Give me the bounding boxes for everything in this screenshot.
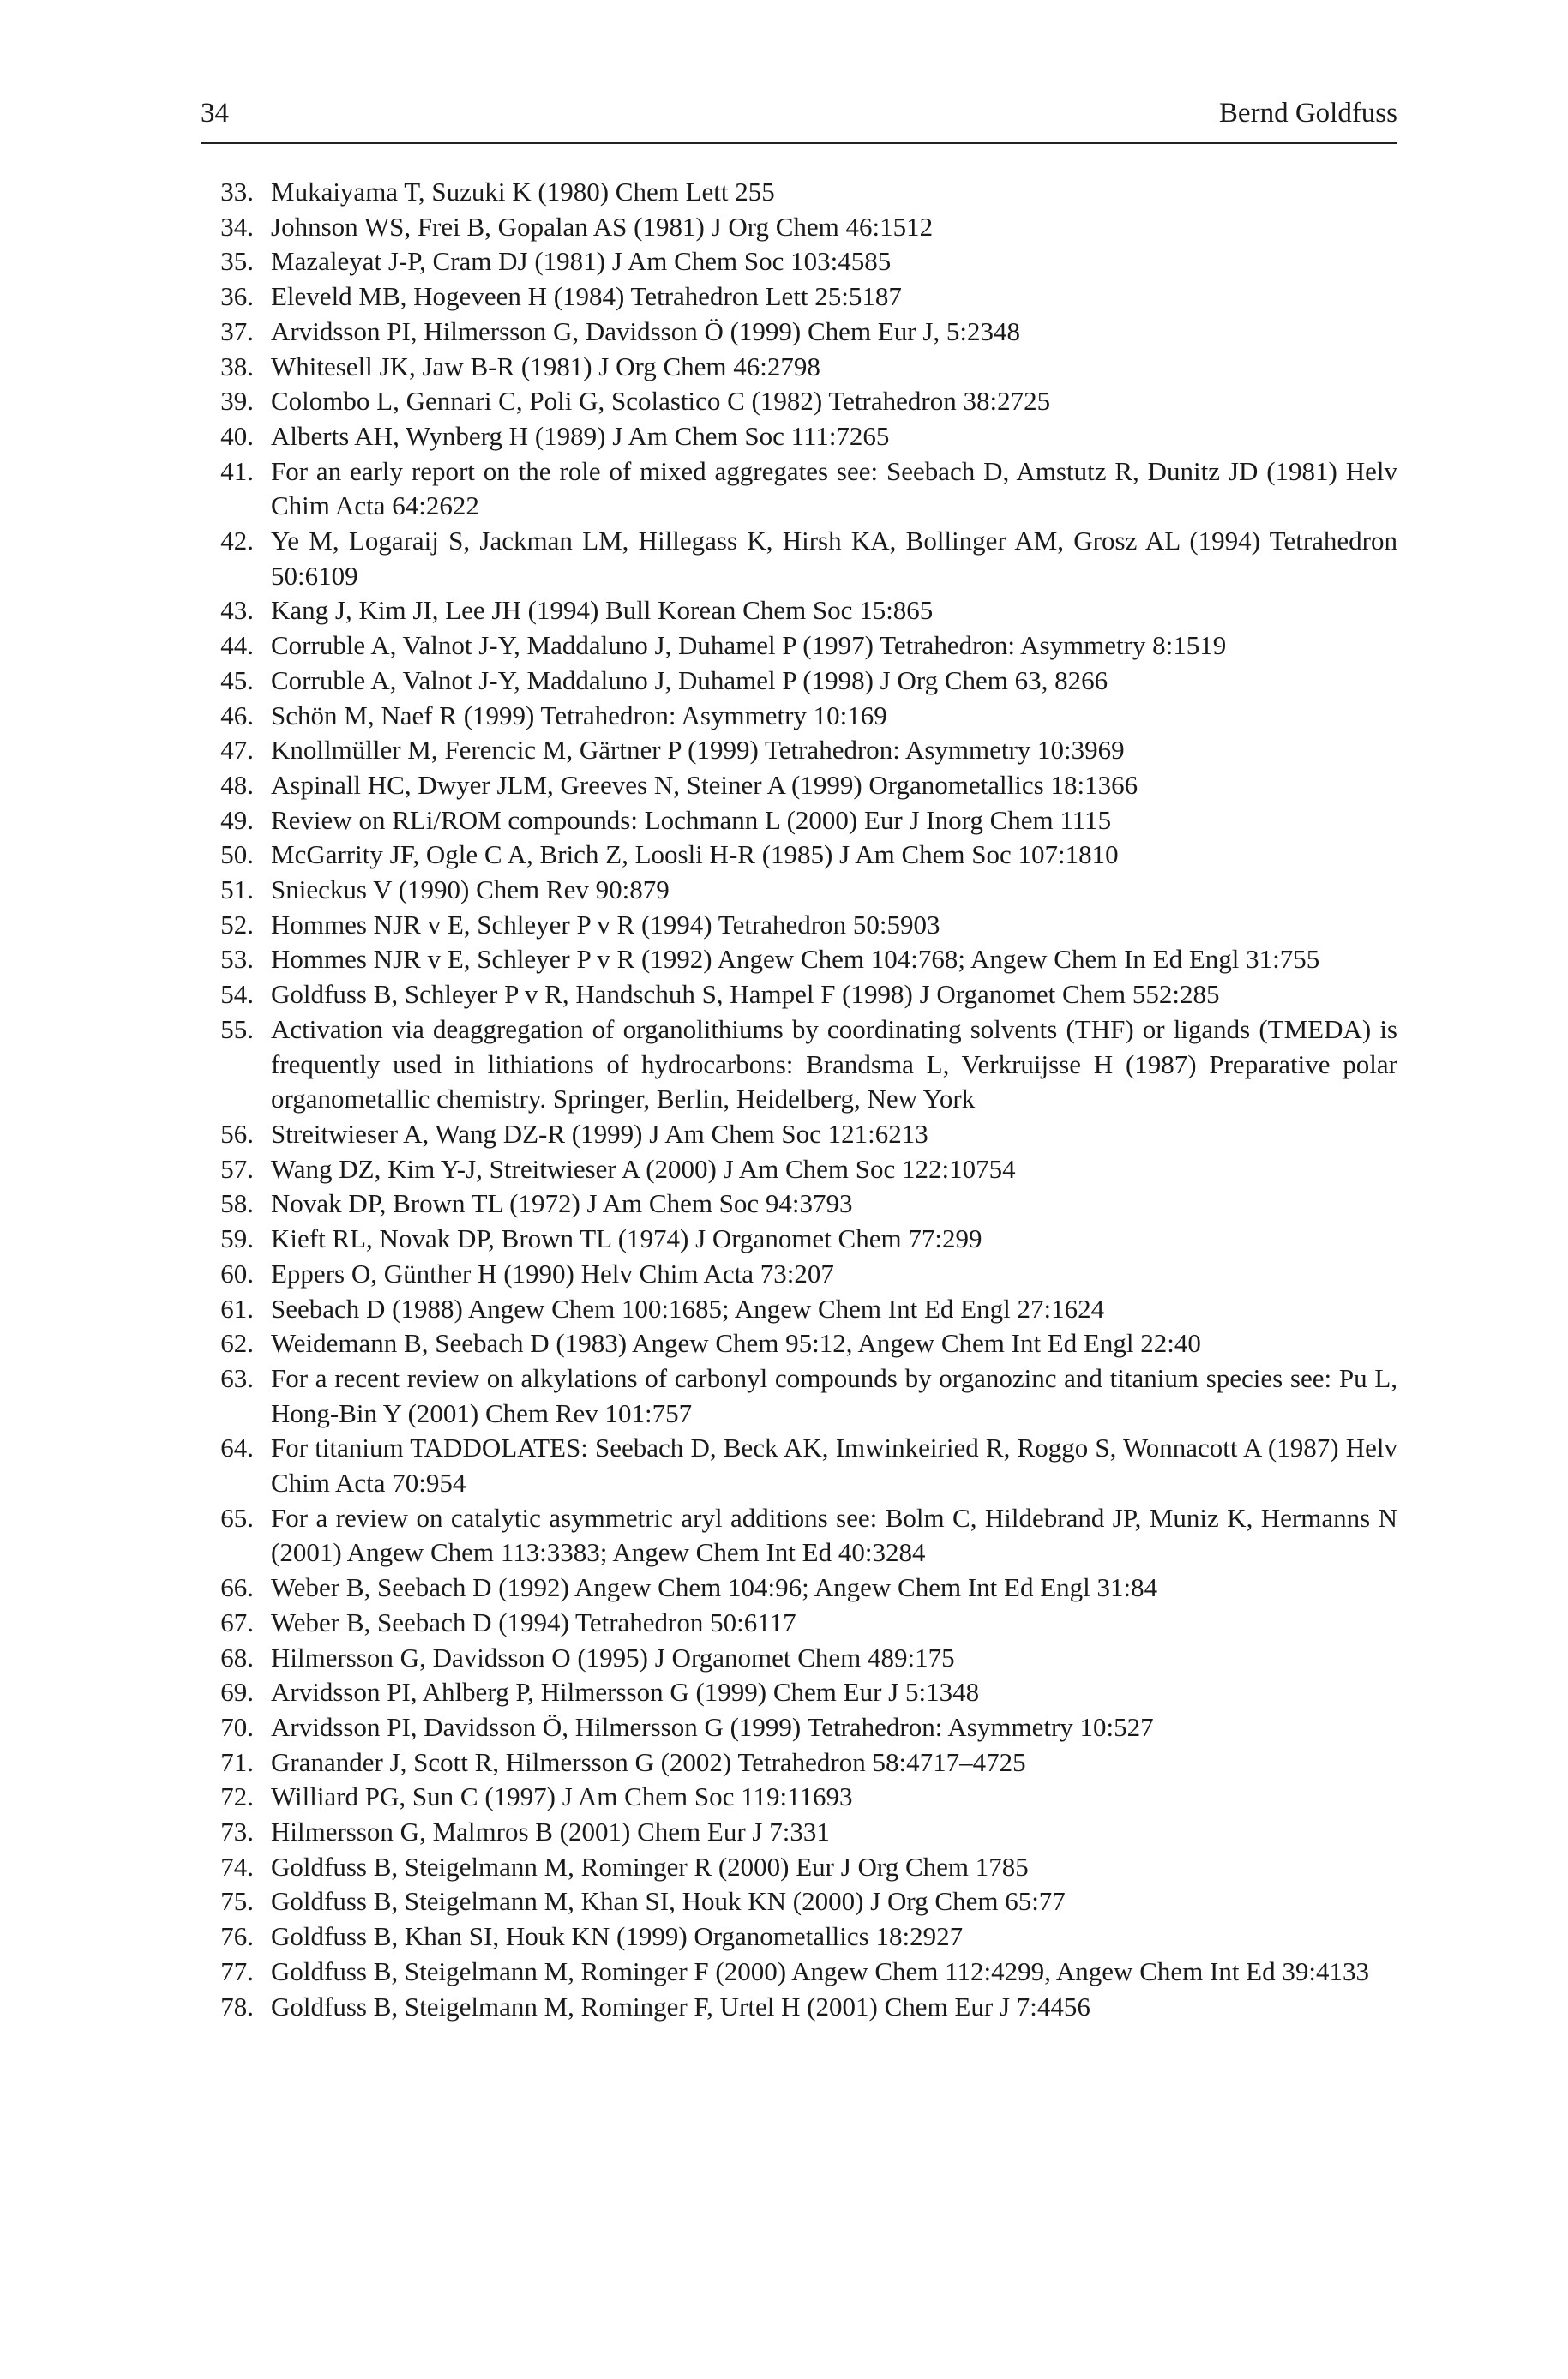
reference-number: 67. <box>220 1607 254 1637</box>
reference-number: 71. <box>220 1746 254 1777</box>
reference-text: Weber B, Seebach D (1992) Angew Chem 104:96; Angew Chem Int Ed Engl 31:84 <box>271 1572 1158 1603</box>
reference-number: 65. <box>220 1502 254 1533</box>
reference-number: 69. <box>220 1677 254 1708</box>
reference-entry <box>201 699 1397 734</box>
reference-entry <box>201 175 1397 210</box>
reference-entry <box>201 244 1397 279</box>
reference-number: 56. <box>220 1118 254 1149</box>
reference-text: Hommes NJR v E, Schleyer P v R (1992) Angew Chem 104:768; Angew Chem In Ed Engl 31:755 <box>271 944 1320 975</box>
reference-entry <box>201 733 1397 768</box>
reference-text: Ye M, Logaraij S, Jackman LM, Hillegass K, Hirsh KA, Bollinger AM, Grosz AL (1994) Tetrahedron 50:6109 <box>271 526 1397 591</box>
reference-text: Wang DZ, Kim Y-J, Streitwieser A (2000) J Am Chem Soc 122:10754 <box>271 1153 1016 1184</box>
reference-number: 53. <box>220 944 254 975</box>
reference-entry <box>201 1675 1397 1710</box>
reference-number: 68. <box>220 1642 254 1673</box>
reference-text: Eppers O, Günther H (1990) Helv Chim Acta 73:207 <box>271 1258 834 1289</box>
reference-text: Aspinall HC, Dwyer JLM, Greeves N, Steiner A (1999) Organometallics 18:1366 <box>271 769 1138 800</box>
reference-text: Goldfuss B, Khan SI, Houk KN (1999) Organometallics 18:2927 <box>271 1921 964 1952</box>
reference-number: 55. <box>220 1013 254 1044</box>
page-header <box>201 91 1397 144</box>
reference-entry <box>201 1571 1397 1606</box>
reference-number: 54. <box>220 979 254 1010</box>
reference-entry <box>201 1990 1397 2025</box>
reference-text: Hilmersson G, Davidsson O (1995) J Organomet Chem 489:175 <box>271 1642 955 1673</box>
reference-number: 58. <box>220 1188 254 1219</box>
reference-number: 61. <box>220 1293 254 1324</box>
reference-number: 37. <box>220 315 254 346</box>
reference-entry <box>201 384 1397 419</box>
reference-text: Review on RLi/ROM compounds: Lochmann L (2000) Eur J Inorg Chem 1115 <box>271 804 1112 835</box>
reference-entry <box>201 1257 1397 1292</box>
reference-text: Johnson WS, Frei B, Gopalan AS (1981) J Org Chem 46:1512 <box>271 211 934 242</box>
reference-text: Colombo L, Gennari C, Poli G, Scolastico C (1982) Tetrahedron 38:2725 <box>271 386 1051 417</box>
reference-text: For a recent review on alkylations of carbonyl compounds by organozinc and titanium species see: Pu L, Hong-Bin Y (2001) Chem Rev 101:757 <box>271 1362 1397 1428</box>
reference-number: 51. <box>220 874 254 905</box>
reference-text: Kang J, Kim JI, Lee JH (1994) Bull Korean Chem Soc 15:865 <box>271 595 934 626</box>
reference-text: Corruble A, Valnot J-Y, Maddaluno J, Duhamel P (1997) Tetrahedron: Asymmetry 8:1519 <box>271 630 1227 661</box>
reference-number: 45. <box>220 664 254 695</box>
reference-entry <box>201 1884 1397 1919</box>
reference-entry <box>201 210 1397 245</box>
reference-text: For titanium TADDOLATES: Seebach D, Beck AK, Imwinkeiried R, Roggo S, Wonnacott A (1987) Helv Chim Acta 70:954 <box>271 1433 1397 1499</box>
reference-text: Arvidsson PI, Hilmersson G, Davidsson Ö (1999) Chem Eur J, 5:2348 <box>271 315 1020 346</box>
reference-entry <box>201 977 1397 1012</box>
reference-entry <box>201 350 1397 385</box>
reference-number: 52. <box>220 909 254 940</box>
reference-entry <box>201 1117 1397 1152</box>
reference-text: Streitwieser A, Wang DZ-R (1999) J Am Chem Soc 121:6213 <box>271 1118 928 1149</box>
reference-text: Williard PG, Sun C (1997) J Am Chem Soc 119:11693 <box>271 1781 853 1812</box>
reference-number: 39. <box>220 386 254 417</box>
reference-number: 74. <box>220 1851 254 1882</box>
reference-number: 78. <box>220 1991 254 2022</box>
reference-number: 46. <box>220 700 254 730</box>
reference-number: 49. <box>220 804 254 835</box>
reference-entry <box>201 873 1397 908</box>
reference-entry <box>201 1361 1397 1431</box>
reference-text: Goldfuss B, Schleyer P v R, Handschuh S, Hampel F (1998) J Organomet Chem 552:285 <box>271 979 1220 1010</box>
reference-entry <box>201 1012 1397 1117</box>
reference-number: 44. <box>220 630 254 661</box>
reference-text: Kieft RL, Novak DP, Brown TL (1974) J Organomet Chem 77:299 <box>271 1223 982 1254</box>
reference-entry <box>201 1919 1397 1955</box>
reference-entry <box>201 1186 1397 1222</box>
running-head-author: Bernd Goldfuss <box>1218 98 1397 129</box>
reference-number: 70. <box>220 1711 254 1742</box>
reference-number: 63. <box>220 1362 254 1393</box>
reference-list <box>201 175 1397 2024</box>
reference-text: Granander J, Scott R, Hilmersson G (2002) Tetrahedron 58:4717–4725 <box>271 1746 1026 1777</box>
reference-text: Snieckus V (1990) Chem Rev 90:879 <box>271 874 670 905</box>
reference-number: 66. <box>220 1572 254 1603</box>
reference-number: 59. <box>220 1223 254 1254</box>
reference-entry <box>201 1222 1397 1257</box>
reference-entry <box>201 1850 1397 1885</box>
reference-entry <box>201 454 1397 524</box>
reference-number: 64. <box>220 1433 254 1463</box>
reference-entry <box>201 908 1397 943</box>
reference-text: Whitesell JK, Jaw B-R (1981) J Org Chem 46:2798 <box>271 351 820 381</box>
reference-entry <box>201 315 1397 350</box>
reference-text: McGarrity JF, Ogle C A, Brich Z, Loosli H-R (1985) J Am Chem Soc 107:1810 <box>271 839 1119 870</box>
reference-entry <box>201 1606 1397 1641</box>
reference-number: 47. <box>220 735 254 766</box>
reference-text: For a review on catalytic asymmetric aryl additions see: Bolm C, Hildebrand JP, Muniz K, Hermanns N (2001) Angew Chem 113:3383; Angew Chem Int Ed 40:3284 <box>271 1502 1397 1568</box>
reference-number: 62. <box>220 1328 254 1359</box>
reference-text: Weber B, Seebach D (1994) Tetrahedron 50:6117 <box>271 1607 796 1637</box>
reference-number: 50. <box>220 839 254 870</box>
reference-text: For an early report on the role of mixed aggregates see: Seebach D, Amstutz R, Dunitz JD (1981) Helv Chim Acta 64:2622 <box>271 455 1397 521</box>
reference-entry <box>201 1292 1397 1327</box>
reference-number: 42. <box>220 526 254 556</box>
reference-entry <box>201 1745 1397 1781</box>
reference-number: 73. <box>220 1817 254 1847</box>
reference-number: 60. <box>220 1258 254 1289</box>
reference-entry <box>201 524 1397 593</box>
reference-number: 57. <box>220 1153 254 1184</box>
reference-entry <box>201 1641 1397 1676</box>
reference-text: Mukaiyama T, Suzuki K (1980) Chem Lett 255 <box>271 177 775 207</box>
reference-entry <box>201 1955 1397 1990</box>
reference-text: Arvidsson PI, Davidsson Ö, Hilmersson G (1999) Tetrahedron: Asymmetry 10:527 <box>271 1711 1154 1742</box>
reference-text: Schön M, Naef R (1999) Tetrahedron: Asymmetry 10:169 <box>271 700 887 730</box>
reference-number: 38. <box>220 351 254 381</box>
reference-text: Activation via deaggregation of organolithiums by coordinating solvents (THF) or ligands (TMEDA) is frequently used in lithiations of hydrocarbons: Brandsma L, Verkruijsse H (1987) Preparative polar organometallic chemistry. Springer, Berlin, Heidelberg, New York <box>271 1013 1397 1114</box>
reference-number: 41. <box>220 455 254 486</box>
reference-number: 33. <box>220 177 254 207</box>
reference-number: 34. <box>220 211 254 242</box>
reference-number: 75. <box>220 1886 254 1917</box>
reference-text: Knollmüller M, Ferencic M, Gärtner P (1999) Tetrahedron: Asymmetry 10:3969 <box>271 735 1125 766</box>
reference-entry <box>201 1326 1397 1361</box>
reference-entry <box>201 768 1397 803</box>
reference-entry <box>201 279 1397 315</box>
reference-entry <box>201 942 1397 977</box>
reference-text: Goldfuss B, Steigelmann M, Khan SI, Houk KN (2000) J Org Chem 65:77 <box>271 1886 1066 1917</box>
reference-text: Weidemann B, Seebach D (1983) Angew Chem 95:12, Angew Chem Int Ed Engl 22:40 <box>271 1328 1201 1359</box>
reference-entry <box>201 803 1397 838</box>
reference-number: 48. <box>220 769 254 800</box>
reference-text: Goldfuss B, Steigelmann M, Rominger F (2000) Angew Chem 112:4299, Angew Chem Int Ed 39:4133 <box>271 1955 1369 1986</box>
reference-text: Goldfuss B, Steigelmann M, Rominger F, Urtel H (2001) Chem Eur J 7:4456 <box>271 1991 1090 2022</box>
page-number: 34 <box>201 98 229 129</box>
reference-text: Arvidsson PI, Ahlberg P, Hilmersson G (1999) Chem Eur J 5:1348 <box>271 1677 980 1708</box>
reference-entry <box>201 628 1397 664</box>
reference-number: 77. <box>220 1955 254 1986</box>
reference-number: 36. <box>220 281 254 312</box>
reference-entry <box>201 593 1397 628</box>
reference-text: Mazaleyat J-P, Cram DJ (1981) J Am Chem Soc 103:4585 <box>271 246 892 277</box>
reference-text: Hilmersson G, Malmros B (2001) Chem Eur J 7:331 <box>271 1817 830 1847</box>
reference-entry <box>201 1815 1397 1850</box>
reference-entry <box>201 419 1397 454</box>
reference-number: 35. <box>220 246 254 277</box>
reference-entry <box>201 838 1397 873</box>
reference-number: 72. <box>220 1781 254 1812</box>
reference-entry <box>201 1431 1397 1500</box>
reference-text: Eleveld MB, Hogeveen H (1984) Tetrahedron Lett 25:5187 <box>271 281 902 312</box>
reference-number: 76. <box>220 1921 254 1952</box>
reference-text: Goldfuss B, Steigelmann M, Rominger R (2000) Eur J Org Chem 1785 <box>271 1851 1029 1882</box>
reference-text: Novak DP, Brown TL (1972) J Am Chem Soc 94:3793 <box>271 1188 853 1219</box>
reference-entry <box>201 1780 1397 1815</box>
reference-text: Alberts AH, Wynberg H (1989) J Am Chem Soc 111:7265 <box>271 420 890 451</box>
reference-entry <box>201 1501 1397 1571</box>
reference-number: 40. <box>220 420 254 451</box>
reference-text: Corruble A, Valnot J-Y, Maddaluno J, Duhamel P (1998) J Org Chem 63, 8266 <box>271 664 1108 695</box>
reference-text: Hommes NJR v E, Schleyer P v R (1994) Tetrahedron 50:5903 <box>271 909 940 940</box>
reference-entry <box>201 1152 1397 1187</box>
reference-entry <box>201 664 1397 699</box>
reference-number: 43. <box>220 595 254 626</box>
reference-entry <box>201 1710 1397 1745</box>
reference-text: Seebach D (1988) Angew Chem 100:1685; Angew Chem Int Ed Engl 27:1624 <box>271 1293 1105 1324</box>
